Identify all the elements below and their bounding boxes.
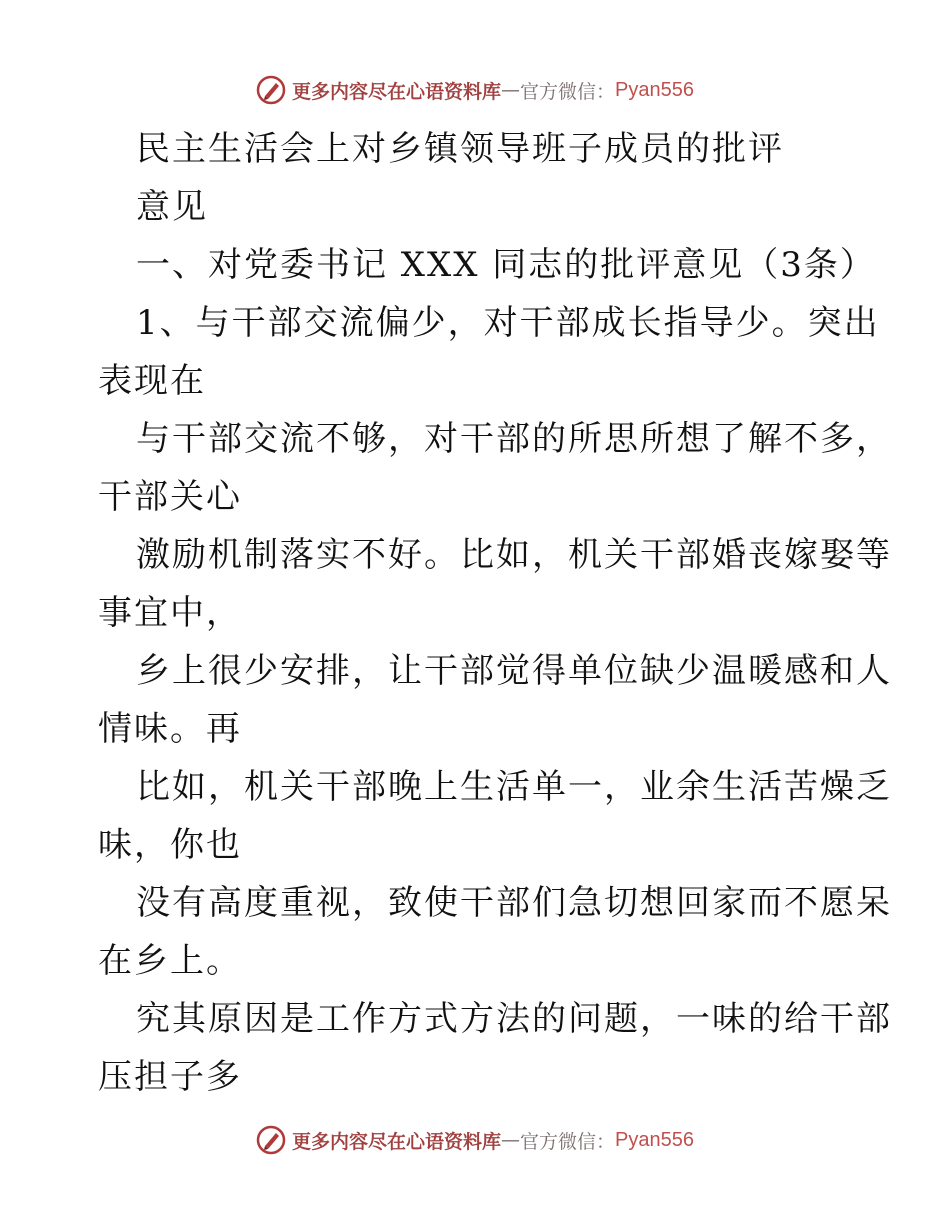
paragraph-line: 与干部交流不够，对干部的所思所想了解不多，: [136, 419, 892, 459]
pen-logo-icon: [256, 75, 286, 105]
section-heading: 一、对党委书记 XXX 同志的批评意见（3条）: [136, 245, 876, 285]
banner-wechat-label: 官方微信：: [520, 80, 616, 103]
paragraph-line: 味，你也: [98, 825, 242, 865]
paragraph-line: 在乡上。: [98, 941, 242, 981]
paragraph-line: 比如，机关干部晚上生活单一，业余生活苦燥乏: [136, 767, 892, 807]
banner-wechat-id: Pyan556: [615, 78, 694, 101]
paragraph-line: 激励机制落实不好。比如，机关干部婚丧嫁娶等: [136, 535, 892, 575]
footer-banner: [0, 1120, 950, 1160]
document-body: [98, 120, 892, 1106]
banner-separator: —: [501, 1129, 521, 1151]
pen-logo-icon: [256, 1125, 286, 1155]
doc-title-line-2: 意见: [136, 187, 208, 227]
paragraph-line: 干部关心: [98, 477, 242, 517]
paragraph-line: 1、与干部交流偏少，对干部成长指导少。突出: [136, 303, 880, 343]
banner-wechat-id: Pyan556: [615, 1128, 694, 1151]
paragraph-line: 事宜中，: [98, 593, 242, 633]
paragraph-line: 乡上很少安排，让干部觉得单位缺少温暖感和人: [136, 651, 892, 691]
doc-title-line-1: 民主生活会上对乡镇领导班子成员的批评: [136, 129, 784, 169]
banner-text: 更多内容尽在心语资料库: [292, 1130, 502, 1153]
paragraph-line: 没有高度重视，致使干部们急切想回家而不愿呆: [136, 883, 892, 923]
banner-separator: —: [501, 79, 521, 101]
paragraph-line: 表现在: [98, 361, 206, 401]
banner-wechat-label: 官方微信：: [520, 1130, 616, 1153]
paragraph-line: 压担子多: [98, 1057, 242, 1097]
paragraph-line: 情味。再: [98, 709, 242, 749]
header-banner: [0, 70, 950, 110]
paragraph-line: 究其原因是工作方式方法的问题，一味的给干部: [136, 999, 892, 1039]
banner-text: 更多内容尽在心语资料库: [292, 80, 502, 103]
